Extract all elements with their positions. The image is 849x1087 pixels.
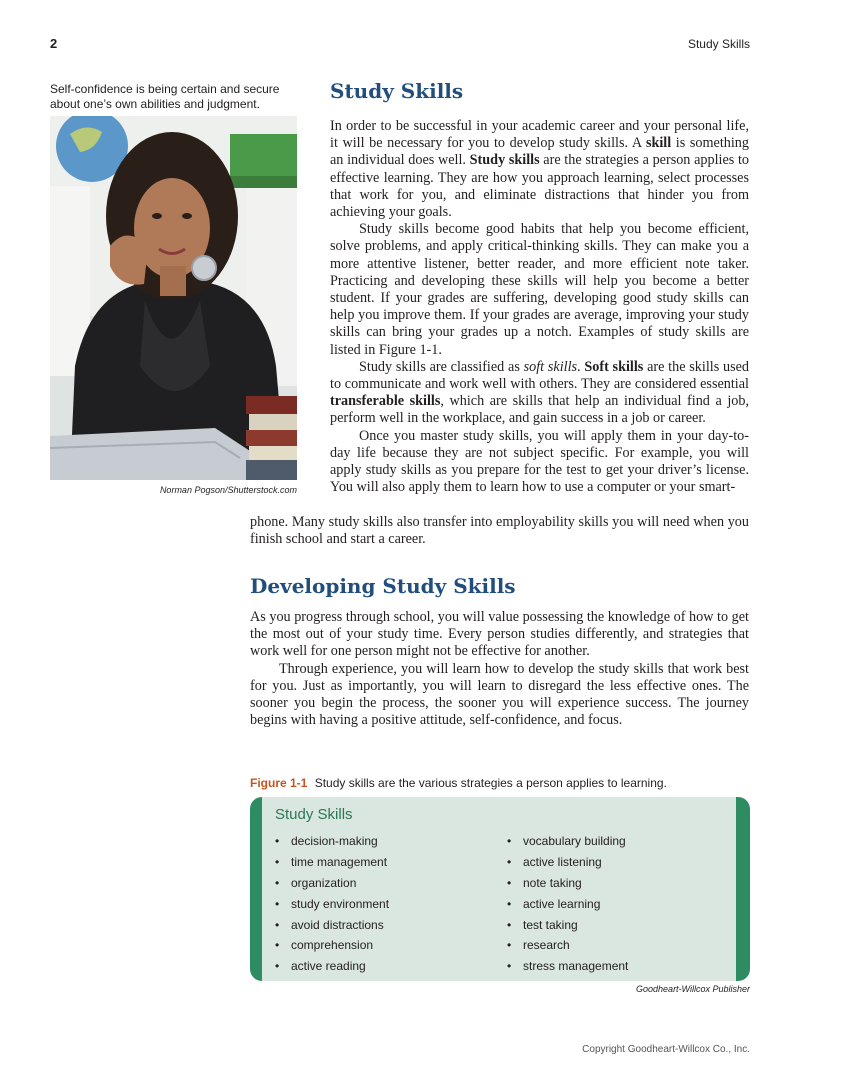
list-item: • active reading — [274, 956, 389, 977]
section-heading-developing-study-skills: Developing Study Skills — [250, 574, 516, 598]
copyright-footer: Copyright Goodheart-Willcox Co., Inc. — [582, 1044, 750, 1055]
margin-note: Self-confidence is being certain and secure about one’s own abilities and judgment. — [50, 82, 280, 111]
photo-credit: Norman Pogson/Shutterstock.com — [159, 485, 297, 495]
study-skills-body — [330, 118, 749, 496]
list-item: • test taking — [506, 915, 628, 936]
list-item: • active listening — [506, 852, 628, 873]
figure-box-title: Study Skills — [275, 806, 353, 823]
figure-caption-text: Study skills are the various strategies a person applies to learning. — [314, 776, 667, 790]
list-item: • research — [506, 935, 628, 956]
figure-inner-panel — [262, 797, 736, 981]
list-item: • comprehension — [274, 935, 389, 956]
developing-study-skills-body — [250, 609, 749, 729]
paragraph-6: Through experience, you will learn how to develop the study skills that work best for you. Just as importantly, you will learn to disregard the less effective ones. The sooner you begin the process, the sooner you will experience success. The journey begins with having a positive attitude, self-confidence, and focus. — [250, 660, 749, 729]
list-item: • note taking — [506, 873, 628, 894]
paragraph-5: As you progress through school, you will value possessing the knowledge of how to get the most out of your study time. Every person studies differently, and strategies that work well for one person might not be effective for another. — [250, 609, 749, 660]
skills-list-left — [274, 831, 389, 977]
paragraph-4-part-b: phone. Many study skills also transfer into employability skills you will need when you finish school and start a career. — [250, 514, 749, 548]
list-item: • active learning — [506, 894, 628, 915]
paragraph-4-part-a: Once you master study skills, you will apply them in your day-to-day life because they are not subject specific. For example, you will apply study skills as you prepare for the test to get your driver’s license. You will also apply them to learn how to use a computer or your smart- — [330, 427, 749, 496]
running-head: Study Skills — [687, 37, 750, 51]
list-item: • vocabulary building — [506, 831, 628, 852]
student-photo — [50, 116, 297, 480]
term-skill: skill — [645, 135, 672, 152]
study-skills-figure-box — [250, 797, 750, 981]
term-transferable-skills: transferable skills — [330, 393, 441, 410]
paragraph-3: Study skills are classified as soft skills. Soft skills are the skills used to communicate and work well with others. They are considered essential transferable skills, which are skills that help an individual find a job, perform well in the workplace, and gain success in a job or career. — [330, 358, 750, 427]
list-item: • stress management — [506, 956, 628, 977]
list-item: • study environment — [274, 894, 389, 915]
list-item: • organization — [274, 873, 389, 894]
term-soft-skills: Soft skills — [584, 358, 644, 375]
skills-list-right — [506, 831, 628, 977]
paragraph-1: In order to be successful in your academic career and your personal life, it will be necessary for you to develop study skills. A skill is something an individual does well. Study skills are the strategies a person applies to effective learning. They are how you approach learning, select processes that work for you, and eliminate distractions that hinder you from achieving your goals. — [330, 118, 750, 221]
figure-credit: Goodheart-Willcox Publisher — [636, 984, 750, 994]
list-item: • decision-making — [274, 831, 389, 852]
list-item: • time management — [274, 852, 389, 873]
term-study-skills: Study skills — [469, 152, 540, 169]
term-soft-skills-italic: soft skills — [523, 358, 578, 375]
figure-label: Figure 1-1 — [250, 776, 308, 790]
paragraph-2: Study skills become good habits that help you become efficient, solve problems, and apply critical-thinking skills. They can make you a more attentive listener, better reader, and more efficient note taker. Practicing and developing these skills will help you become a better student. If your grades are suffering, developing good study skills can help you improve them. If your grades are average, improving your study skills can bring your grades up a notch. Examples of study skills are listed in Figure 1-1. — [330, 221, 749, 358]
section-heading-study-skills: Study Skills — [330, 79, 464, 103]
list-item: • avoid distractions — [274, 915, 389, 936]
figure-caption — [250, 776, 667, 790]
page-number: 2 — [50, 36, 58, 51]
